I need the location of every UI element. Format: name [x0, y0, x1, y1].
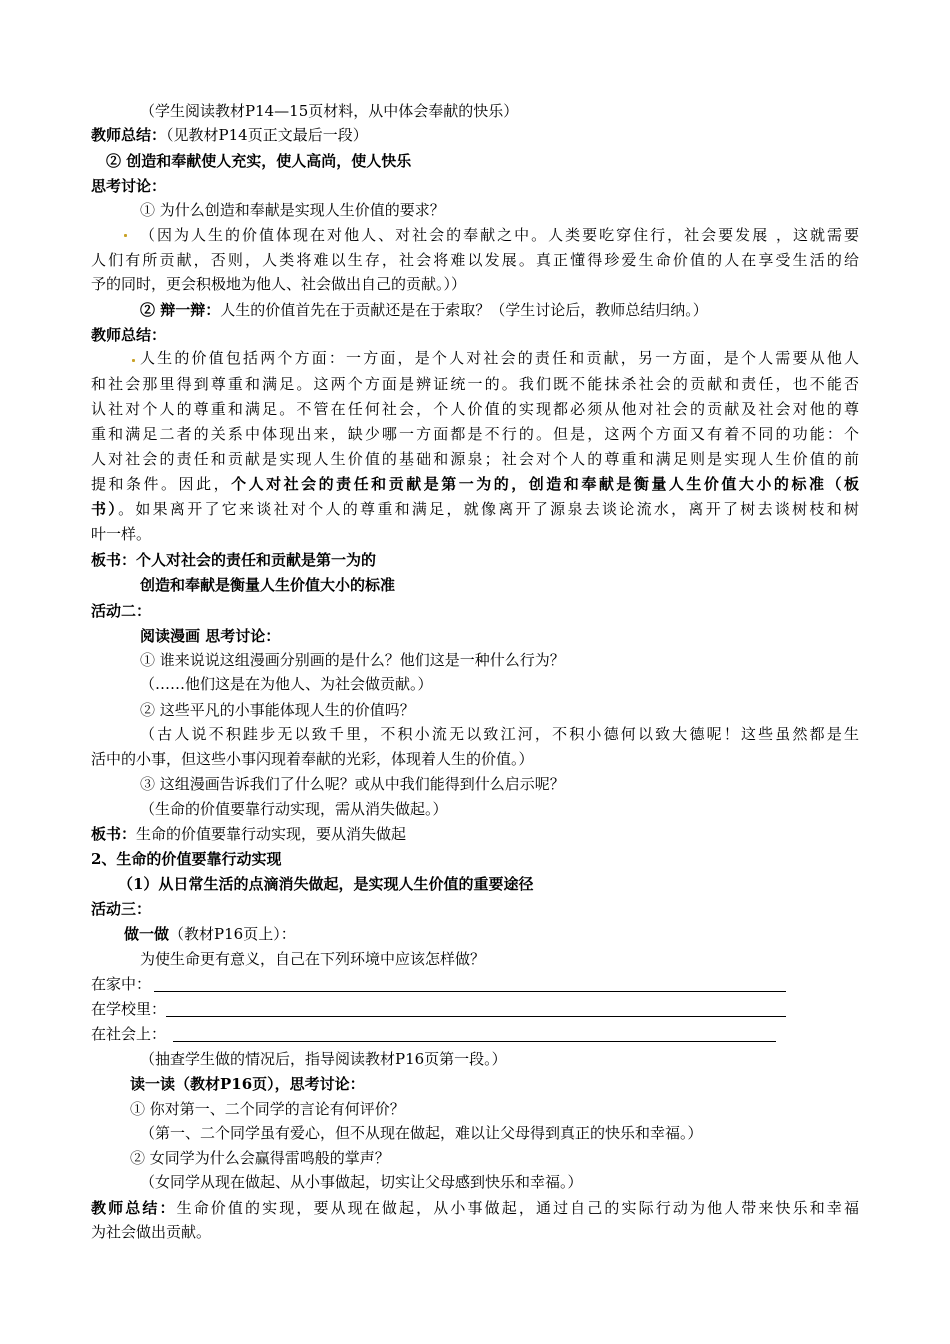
label-teacher-summary: 教师总结： [91, 126, 167, 144]
text-line [91, 499, 859, 519]
text-span: （见教材P14页正文最后一段） [166, 126, 368, 144]
text-span: 生命的价值要靠行动实现，要从消失做起 [136, 825, 407, 843]
answer: （生命的价值要靠行动实现，需从消失做起。） [140, 800, 448, 818]
fill-label-school: 在学校里： [91, 1000, 167, 1018]
answer: （第一、二个同学虽有爱心，但不从现在做起，难以让父母得到真正的快乐和幸福。） [140, 1124, 703, 1142]
text-line: 和社会那里得到尊重和满足。这两个方面是辨证统一的。我们既不能抹杀社会的贡献和责任，也不能否 [91, 375, 859, 393]
question: ② 这些平凡的小事能体现人生的价值吗？ [140, 701, 415, 719]
text-line: 叶一样。 [91, 525, 152, 543]
answer-blank-home[interactable] [154, 991, 786, 992]
text-line [91, 125, 368, 145]
text-span: 。如果离开了它来谈社对个人的尊重和满足，就像离开了源泉去谈论流水，离开了树去谈树枝和树 [118, 500, 859, 518]
label-debate: ② 辩一辩： [140, 301, 221, 319]
question: ① 你对第一、二个同学的言论有何评价？ [130, 1100, 405, 1118]
question: ③ 这组漫画告诉我们了什么呢？或从中我们能得到什么启示呢？ [140, 775, 565, 793]
section-heading: ② 创造和奉献使人充实，使人高尚，使人快乐 [106, 152, 412, 170]
text-span: 生命价值的实现，要从现在做起，从小事做起，通过自己的实际行动为他人带来快乐和幸福 [176, 1199, 859, 1217]
subheading: 阅读漫画 思考讨论： [140, 627, 281, 645]
question: ① 谁来说说这组漫画分别画的是什么？他们这是一种什么行为？ [140, 651, 565, 669]
activity-heading: 活动二： [91, 602, 152, 620]
text-line: 人生的价值包括两个方面：一方面，是个人对社会的责任和贡献，另一方面，是个人需要从他人 [140, 349, 859, 367]
mark-dot [132, 359, 135, 362]
board-note: 创造和奉献是衡量人生价值大小的标准 [140, 576, 396, 594]
answer-blank-society[interactable] [173, 1041, 776, 1042]
text-line [124, 924, 296, 944]
label-teacher-summary: 教师总结： [91, 1199, 177, 1217]
board-note: 板书：个人对社会的责任和贡献是第一为的 [91, 551, 377, 569]
label-teacher-summary: 教师总结： [91, 326, 167, 344]
label-board: 板书： [91, 825, 137, 843]
section-heading: 2、生命的价值要靠行动实现 [91, 850, 282, 868]
label-discussion: 思考讨论： [91, 177, 167, 195]
text-line: 为社会做出贡献。 [91, 1223, 212, 1241]
fill-label-home: 在家中： [91, 975, 152, 993]
text-line: 人们有所贡献，否则，人类将难以生存，社会将难以发展。真正懂得珍爱生命价值的人在享受生活的给 [91, 251, 859, 269]
activity-heading: 活动三： [91, 900, 152, 918]
text-line [91, 1198, 859, 1218]
answer-blank-school[interactable] [166, 1016, 786, 1017]
question: ① 为什么创造和奉献是实现人生价值的要求？ [140, 201, 445, 219]
section-heading: （1）从日常生活的点滴消失做起，是实现人生价值的重要途径 [118, 875, 534, 893]
text-line: （因为人生的价值体现在对他人、对社会的奉献之中。人类要吃穿住行，社会要发展 ，这就需要 [140, 226, 859, 244]
text-line: 予的同时，更会积极地为他人、社会做出自己的贡献。）） [91, 275, 467, 293]
mark-dot [124, 234, 127, 237]
label-do: 做一做 [124, 925, 170, 943]
text-line [91, 474, 859, 494]
answer: （女同学从现在做起、从小事做起，切实让父母感到快乐和幸福。） [140, 1173, 583, 1191]
key-point: 书） [91, 500, 119, 518]
subheading: 读一读（教材P16页），思考讨论： [130, 1075, 365, 1093]
text-line: 为使生命更有意义，自己在下列环境中应该怎样做？ [140, 950, 486, 968]
text-line: 重和满足二者的关系中体现出来，缺少哪一方面都是不行的。但是，这两个方面又有着不同的功能：个 [91, 425, 859, 443]
text-line: （学生阅读教材P14—15页材料，从中体会奉献的快乐） [140, 102, 519, 120]
text-span: 提和条件。因此， [91, 475, 232, 493]
fill-label-society: 在社会上： [91, 1025, 167, 1043]
answer: （古人说不积跬步无以致千里，不积小流无以致江河，不积小德何以致大德呢！这些虽然都是生 [140, 725, 859, 743]
key-point: 个人对社会的责任和贡献是第一为的，创造和奉献是衡量人生价值大小的标准（板 [231, 475, 859, 493]
text-line: （抽查学生做的情况后，指导阅读教材P16页第一段。） [140, 1050, 507, 1068]
text-line [140, 300, 708, 320]
answer: 活中的小事，但这些小事闪现着奉献的光彩，体现着人生的价值。） [91, 750, 534, 768]
text-span: 人生的价值首先在于贡献还是在于索取？（学生讨论后，教师总结归纳。） [220, 301, 708, 319]
text-line: 认社对个人的尊重和满足。不管在任何社会，个人价值的实现都必须从他对社会的贡献及社会对他的尊 [91, 400, 859, 418]
text-line: 人对社会的责任和贡献是实现人生价值的基础和源泉；社会对个人的尊重和满足则是实现人生价值的前 [91, 450, 859, 468]
board-note [91, 824, 406, 844]
text-span: （教材P16页上）： [169, 925, 296, 943]
answer: （……他们这是在为他人、为社会做贡献。） [140, 675, 433, 693]
question: ② 女同学为什么会赢得雷鸣般的掌声？ [130, 1149, 390, 1167]
